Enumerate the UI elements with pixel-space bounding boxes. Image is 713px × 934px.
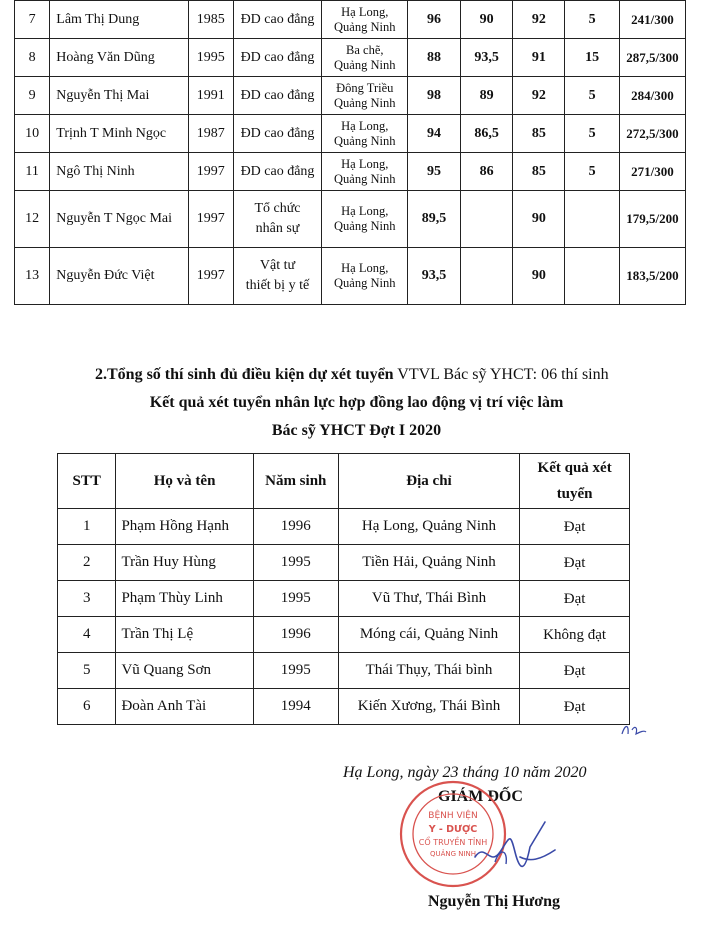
section-2-heading [95, 366, 609, 384]
row-name: Phạm Hồng Hạnh [116, 509, 253, 545]
row-name: Trần Huy Hùng [116, 545, 253, 581]
row-address [322, 153, 408, 191]
row-year: 1987 [188, 115, 233, 153]
row-specialty [233, 39, 322, 77]
row-specialty [233, 77, 322, 115]
row-address-line: Hạ Long, [341, 204, 389, 218]
row-address-line: Hạ Long, [341, 4, 389, 19]
header-address: Địa chỉ [338, 454, 519, 509]
row-address-line: Hạ Long, [341, 261, 389, 275]
row-stt: 1 [58, 509, 116, 545]
row-year: 1996 [253, 509, 338, 545]
row-address [322, 77, 408, 115]
row-score-3: 85 [513, 153, 565, 191]
table-row [15, 1, 686, 39]
row-name: Ngô Thị Ninh [50, 153, 189, 191]
svg-text:QUẢNG NINH: QUẢNG NINH [429, 850, 477, 858]
row-score-1: 96 [408, 1, 461, 39]
row-year: 1997 [188, 191, 233, 248]
header-year: Năm sinh [253, 454, 338, 509]
row-stt: 10 [15, 115, 50, 153]
svg-text:CỔ TRUYỀN TỈNH: CỔ TRUYỀN TỈNH [418, 838, 488, 847]
row-name: Phạm Thùy Linh [116, 581, 253, 617]
row-score-2: 86,5 [460, 115, 513, 153]
row-score-1: 98 [408, 77, 461, 115]
row-score-3: 92 [513, 77, 565, 115]
row-address-line: Hạ Long, [341, 118, 389, 133]
header-name: Họ và tên [116, 454, 253, 509]
row-year: 1995 [188, 39, 233, 77]
row-result: Không đạt [520, 617, 630, 653]
row-result: Đạt [520, 581, 630, 617]
row-stt: 7 [15, 1, 50, 39]
row-name: Trần Thị Lệ [116, 617, 253, 653]
row-name: Nguyễn T Ngọc Mai [50, 191, 189, 248]
row-total: 284/300 [619, 77, 685, 115]
row-address [322, 248, 408, 305]
row-name: Vũ Quang Sơn [116, 653, 253, 689]
row-total: 241/300 [619, 1, 685, 39]
row-score-1: 88 [408, 39, 461, 77]
row-address-line: Quảng Ninh [334, 171, 396, 186]
row-address [322, 39, 408, 77]
row-total: 179,5/200 [619, 191, 685, 248]
row-specialty-line: nhân sự [255, 221, 300, 236]
row-year: 1995 [253, 653, 338, 689]
row-result: Đạt [520, 545, 630, 581]
row-score-4 [565, 248, 620, 305]
row-score-2: 90 [460, 1, 513, 39]
header-result-line1: Kết quả xét [537, 460, 612, 476]
row-address-line: Quảng Ninh [334, 57, 396, 72]
candidate-score-table [14, 0, 686, 305]
row-stt: 4 [58, 617, 116, 653]
row-specialty [233, 191, 322, 248]
svg-text:BỆNH VIỆN: BỆNH VIỆN [428, 811, 478, 821]
row-stt: 12 [15, 191, 50, 248]
svg-text:Y - DƯỢC: Y - DƯỢC [428, 824, 478, 835]
row-year: 1985 [188, 1, 233, 39]
row-address-line: Hạ Long, [341, 156, 389, 171]
row-score-4: 5 [565, 1, 620, 39]
row-total: 287,5/300 [619, 39, 685, 77]
row-specialty-line: ĐD cao đẳng [240, 49, 315, 65]
row-score-1: 94 [408, 115, 461, 153]
row-specialty [233, 248, 322, 305]
row-specialty [233, 115, 322, 153]
row-stt: 6 [58, 689, 116, 725]
row-specialty-line: Vật tư [259, 258, 296, 273]
row-score-3: 91 [513, 39, 565, 77]
row-year: 1994 [253, 689, 338, 725]
row-score-4: 5 [565, 115, 620, 153]
row-name: Nguyễn Thị Mai [50, 77, 189, 115]
row-total: 272,5/300 [619, 115, 685, 153]
table-row [58, 581, 630, 617]
row-stt: 13 [15, 248, 50, 305]
row-year: 1996 [253, 617, 338, 653]
row-address [322, 191, 408, 248]
row-address-line: Quảng Ninh [334, 133, 396, 148]
row-specialty [233, 1, 322, 39]
row-score-1: 93,5 [408, 248, 461, 305]
row-score-3: 90 [513, 191, 565, 248]
row-score-2: 89 [460, 77, 513, 115]
handwritten-initials [620, 720, 648, 740]
table-row [58, 689, 630, 725]
table-row [58, 545, 630, 581]
row-score-4: 5 [565, 77, 620, 115]
signer-name: Nguyễn Thị Hương [428, 893, 560, 910]
row-address: Hạ Long, Quảng Ninh [338, 509, 519, 545]
table-row [15, 77, 686, 115]
row-score-3: 92 [513, 1, 565, 39]
table-row [15, 248, 686, 305]
row-specialty-line: ĐD cao đẳng [240, 125, 315, 141]
row-score-4: 5 [565, 153, 620, 191]
row-score-1: 89,5 [408, 191, 461, 248]
row-score-1: 95 [408, 153, 461, 191]
signing-date: Hạ Long, ngày 23 tháng 10 năm 2020 [343, 764, 587, 781]
row-address: Tiền Hải, Quảng Ninh [338, 545, 519, 581]
row-address: Vũ Thư, Thái Bình [338, 581, 519, 617]
table-row [15, 115, 686, 153]
row-year: 1995 [253, 545, 338, 581]
row-address-line: Quảng Ninh [334, 276, 396, 290]
row-specialty-line: ĐD cao đẳng [240, 87, 315, 103]
row-score-3: 85 [513, 115, 565, 153]
row-address-line: Quảng Ninh [334, 219, 396, 233]
table-row [15, 191, 686, 248]
director-title: GIÁM ĐỐC [438, 788, 523, 805]
row-specialty [233, 153, 322, 191]
row-address-line: Đông Triều [336, 80, 394, 95]
header-stt: STT [58, 454, 116, 509]
row-specialty-line: ĐD cao đẳng [240, 11, 315, 27]
row-stt: 9 [15, 77, 50, 115]
row-score-2 [460, 248, 513, 305]
row-address [322, 115, 408, 153]
header-result-line2: tuyển [556, 486, 593, 502]
table-row [15, 39, 686, 77]
row-score-2 [460, 191, 513, 248]
result-title-line1: Kết quả xét tuyển nhân lực hợp đồng lao động vị trí việc làm [149, 394, 564, 411]
row-year: 1991 [188, 77, 233, 115]
row-stt: 2 [58, 545, 116, 581]
row-stt: 5 [58, 653, 116, 689]
header-result [520, 454, 630, 509]
row-address: Móng cái, Quảng Ninh [338, 617, 519, 653]
row-year: 1997 [188, 248, 233, 305]
row-address [322, 1, 408, 39]
row-name: Hoàng Văn Dũng [50, 39, 189, 77]
table-row [58, 617, 630, 653]
row-name: Trịnh T Minh Ngọc [50, 115, 189, 153]
handwritten-signature [470, 812, 560, 877]
row-stt: 3 [58, 581, 116, 617]
row-address-line: Quảng Ninh [334, 95, 396, 110]
row-specialty-line: ĐD cao đẳng [240, 163, 315, 179]
row-stt: 11 [15, 153, 50, 191]
row-score-2: 86 [460, 153, 513, 191]
row-result: Đạt [520, 689, 630, 725]
row-address-line: Quảng Ninh [334, 19, 396, 34]
result-title-line2: Bác sỹ YHCT Đợt I 2020 [271, 422, 442, 439]
row-total: 271/300 [619, 153, 685, 191]
row-score-3: 90 [513, 248, 565, 305]
table-row [58, 653, 630, 689]
row-total: 183,5/200 [619, 248, 685, 305]
row-result: Đạt [520, 509, 630, 545]
table-row [15, 153, 686, 191]
row-result: Đạt [520, 653, 630, 689]
row-stt: 8 [15, 39, 50, 77]
row-year: 1995 [253, 581, 338, 617]
result-table-header-row [58, 454, 630, 509]
row-name: Lâm Thị Dung [50, 1, 189, 39]
row-score-4: 15 [565, 39, 620, 77]
row-name: Đoàn Anh Tài [116, 689, 253, 725]
row-address: Kiến Xương, Thái Bình [338, 689, 519, 725]
table-row [58, 509, 630, 545]
section-2-heading-rest: VTVL Bác sỹ YHCT: 06 thí sinh [393, 366, 609, 383]
row-specialty-line: thiết bị y tế [245, 278, 310, 293]
row-year: 1997 [188, 153, 233, 191]
row-name: Nguyễn Đức Việt [50, 248, 189, 305]
row-score-2: 93,5 [460, 39, 513, 77]
row-address: Thái Thụy, Thái bình [338, 653, 519, 689]
row-score-4 [565, 191, 620, 248]
row-specialty-line: Tổ chức [254, 201, 301, 216]
section-2-heading-bold: 2.Tổng số thí sinh đủ điều kiện dự xét tuyển [95, 366, 394, 383]
result-table [57, 453, 630, 725]
row-address-line: Ba chẽ, [346, 42, 384, 57]
